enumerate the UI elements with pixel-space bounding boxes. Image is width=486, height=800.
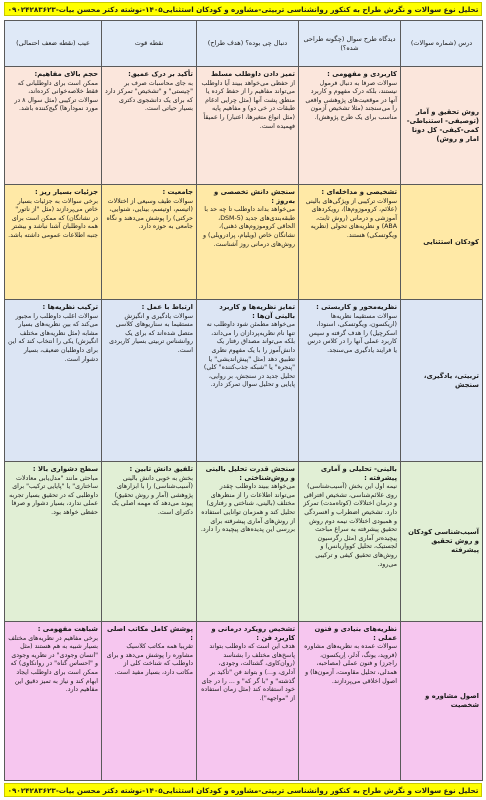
strength-cell [102,67,197,185]
header-row [5,21,483,67]
cell-title: ارتباط با عمل : [141,303,193,311]
cell-text: بخش به خوبی دانش بالینی (آسیب‌شناسی) را با ابزارهای پژوهشی (آمار و روش تحقیق) پیوند می‌دهد که مهمه اصلی یک دکترای است. [111,474,193,516]
analysis-table [4,20,483,781]
view-cell [299,462,401,622]
goal-cell [197,622,299,781]
cell-title: شباهت مفهومی : [37,625,98,633]
cell-text: از حفظی می‌خواهد ببیند آیا داوطلب می‌تواند مفاهیم را از حفظ کرده یا منطق پشت آنها (مثل چرایی ادغام طبقات در خی دو) و مفاهیم پایه (مثل انواع متغیرها، اعتبار) را عمیقاً فهمیده است. [201,79,295,130]
cell-title: بالینی- تحلیلی و آماری پیشرفته : [320,465,397,482]
goal-cell [197,67,299,185]
cell-text: می‌خواهد ببیند داوطلب چقدر می‌تواند اطلاعات را از منظرهای مختلف (بالینی، شناختی و رفتاری) تحلیل کند و همزمان توانایی استفاده از روش‌های آماری پیشرفته برای بررسی این پدیده‌های پیچیده را دارد. [200,483,295,534]
strength-cell [102,622,197,781]
weakness-cell [5,67,102,185]
table-row [5,300,483,462]
cell-title: پوشش کامل مکاتب اصلی : [107,625,193,642]
subject-cell: اصول مشاوره و شخصیت [401,622,483,781]
cell-title: نظریه‌های بنیادی و فنون عملی : [314,625,397,642]
subject-cell: روش تحقیق و آمار (توصیفی- استنباطی- کمی-کیفی- کل دونا امار و روش) [401,67,483,185]
top-banner: تحلیل نوع سوالات و نگرش طراح به کنکور روانشناسی تربیتی-مشاوره و کودکان استثنایی۱۴۰۵-نوشته دکتر محسن بیات-۰۹۰۲۴۲۸۳۶۲۳ [4,2,482,16]
cell-text: هدف این است که داوطلب بتواند پاسخ‌های مختلف را بشناسد (روان‌کاوی، گشتالت، وجودی، آدلری، و...) و بتواند فن "تأکید بر گذشته" و "با گر که" و ... را در جای خود استفاده کند (مثل زمان استفاده از "مواجهه"). [201,643,295,702]
view-cell [299,185,401,300]
header-view: دیدگاه طرح سوال (چگونه طراحی شده؟) [299,21,401,67]
view-cell [299,622,401,781]
weakness-cell [5,185,102,300]
cell-text: می‌خواهد مطمئن شود داوطلب نه تنها نام نظریه‌پردازان را می‌داند، بلکه می‌تواند مصداق رفتار یک دانش‌آموز را با یک مفهوم نظری تطبیق دهد (مثل "پیش‌اندیشی" یا "پنجره" یا "شبکه جذب‌کننده" کلی) تحلیل جدید در سنجش، بر روایی، پایایی و تحلیل سوال تمرکز دارد. [203,321,295,389]
bottom-banner: تحلیل نوع سوالات و نگرش طراح به کنکور روانشناسی تربیتی-مشاوره و کودکان استثنایی۱۴۰۵-نوشته دکتر محسن بیات-۰۹۰۲۴۲۸۳۶۲۳ [4,783,482,797]
cell-text: می‌خواهد بداند داوطلب تا چه حد با طبقه‌بندی‌های جدید (DSM-5، الحاقی کروموزوم‌های ذهنی)، نشانگان خاص (ویلیام، پرادرویلی) و روش‌های درمانی روز آشناست. [202,206,295,248]
cell-text: مباحثی مانند "مدل‌یابی معادلات ساختاری" یا "پایایی ترکیب" برای داوطلبی که در تحقیق بسیار تجربه عملی ندارد، بسیار دشوار و صرفا حفظی خواهد بود. [9,474,98,516]
table-row [5,622,483,781]
cell-text: سوالات مستقیما نظریه‌ها (اریکسون، ویگوتسکی، اسنودا، اسکرچیل) را هدف گرفته و سپس کاربرد عملی آنها را در کلاس درس یا فرایند یادگیری می‌سنجد. [307,312,397,354]
weakness-cell [5,300,102,462]
cell-title: جزئیات بسیار ریز : [34,188,98,196]
goal-cell [197,300,299,462]
cell-text: سوالات اغلب داوطلب را مجبور می‌کند که بین نظریه‌های بسیار مشابه (مثل نظریه‌های مختلف انگیزش) یکی را انتخاب کند که این برای داوطلبان ضعیف، بسیار دشوار است. [8,312,98,363]
cell-text: سوالات ترکیبی از ویژگی‌های بالینی (علائم، کروموزوم‌ها)، رویکردهای آموزشی و درمانی (روش ثابت، ABA) و نظریه‌های تحولی (نظریه ویگوتسکی) هستند. [305,197,397,239]
cell-text: سوالات صرفا به دنبال فرمول نیستند، بلکه درک مفهوم و کاربرد آنها در موقعیت‌های پژوهشی واقعی را می‌سنجند (مثلا تشخیص آزمون مناسب برای یک طرح پژوهش). [305,79,397,121]
cell-text: تقریبا همه مکاتب کلاسیک مشاوره را پوشش می‌دهد و برای داوطلب که شناخت کلی از مکاتب دارد، بسیار مفید است. [106,643,193,676]
header-strength: نقطه قوت [102,21,197,67]
header-goal: دنبال چی بوده؟ (هدف طراح) [197,21,299,67]
cell-text: نیمه اول این بخش (آسیب‌شناسی) روی علائم‌شناسی، تشخیص افتراقی و درمان اختلالات (کوتاه‌مدت) تمرکز دارد. تشخیص اضطراب و افسردگی و همبودی اختلالات نیمه دوم روش تحقیق پیشرفته به سراغ مباحث پیچیده‌تر آماری (مثل رگرسیون لجستیک، تحلیل کوواریانس) و روش‌های تحقیق کیفی و ترکیبی می‌رود. [303,483,397,568]
strength-cell [102,300,197,462]
cell-title: تشخیص رویکرد درمانی و کاربرد فن : [211,625,295,642]
subject-cell: آسیب‌شناسی کودکان و روش تحقیق پیشرفته [401,462,483,622]
cell-title: ترکیب نظریه‌ها : [42,303,98,311]
cell-title: تلفیق دانش تابین : [129,465,193,473]
cell-text: سوالات یادگیری و انگیزش مستقیما به سناریوهای کلاسی متصل شده‌اند که برای یک روانشناس تربیتی بسیار کاربردی است. [109,312,193,354]
cell-text: برخی مفاهیم در نظریه‌های مختلف بسیار شبیه به هم هستند (مثل "انسان وجودی" در نظریه وجودی و "احساس گناه" در روانکاوی) که ممکن است برای داوطلب ایجاد ابهام کند و نیاز به تمیز دقیق این مفاهیم دارد. [8,634,98,694]
cell-text: سوالات عمده به نظریه‌های مشاوره (فروید، یونگ، آدلر، اِریکسون، راجرز) و فنون عملی (مصاحبه، همدلی، تحلیل مقاومت، آزمون‌ها) و اصول اخلاقی می‌پردازند. [304,643,397,685]
cell-title: تأکید بر درک عمیق: [128,70,193,78]
strength-cell [102,462,197,622]
goal-cell [197,462,299,622]
cell-text: ممکن است برای داوطلبانی که فقط خلاصه‌خوانی کرده‌اند، سوالات ترکیبی (مثل سوال ۸ در مورد نمودارها) گیج‌کننده باشد. [14,79,98,113]
cell-text: برخی سوالات به جزئیات بسیار خاص می‌پردازند (مثل "از ناتور" در نشانگان) که ممکن است برای همه داوطلبان آشنا نباشد و بیشتر جنبه اطلاعات عمومی داشته باشد. [8,197,98,239]
cell-title: تمایز نظریه‌ها و کاربرد بالینی آن‌ها : [219,303,295,320]
weakness-cell [5,622,102,781]
cell-text: به جای محاسبات صرف بر "چیستی" و "تشخیص" تمرکز دارد که برای یک دانشجوی دکتری بسیار حیاتی است. [105,79,193,113]
strength-cell [102,185,197,300]
table-row [5,462,483,622]
subject-cell: تربیتی، یادگیری، سنجش [401,300,483,462]
cell-title: تشخیصی و مداخله‌ای : [321,188,397,196]
cell-title: سنجش دانش تخصصی و به‌روز : [214,188,295,205]
cell-title: سنجش قدرت تحلیل بالینی و روش‌شناختی : [205,465,295,482]
view-cell [299,67,401,185]
goal-cell [197,185,299,300]
cell-title: کاربردی و مفهومی : [327,70,397,78]
cell-title: جامعیت : [162,188,193,196]
table-row [5,185,483,300]
header-weakness: عیب (نقطه ضعف احتمالی) [5,21,102,67]
cell-title: سطح دشواری بالا : [32,465,98,473]
cell-title: تمیز دادن داوطلب مسلط [211,70,295,78]
weakness-cell [5,462,102,622]
cell-title: حجم بالای مفاهیم: [34,70,98,78]
cell-text: سوالات طیف وسیعی از اختلالات (اتیسم، اوتیسم، بینایی، شنوایی، حرکتی) را پوشش می‌دهند و نگاه جامعی به حوزه دارد. [106,197,193,231]
subject-cell: کودکان استثنایی [401,185,483,300]
header-subject: درس (شماره سوالات) [401,21,483,67]
view-cell [299,300,401,462]
cell-title: نظریه‌محور و کاربستی : [316,303,397,311]
table-row [5,67,483,185]
